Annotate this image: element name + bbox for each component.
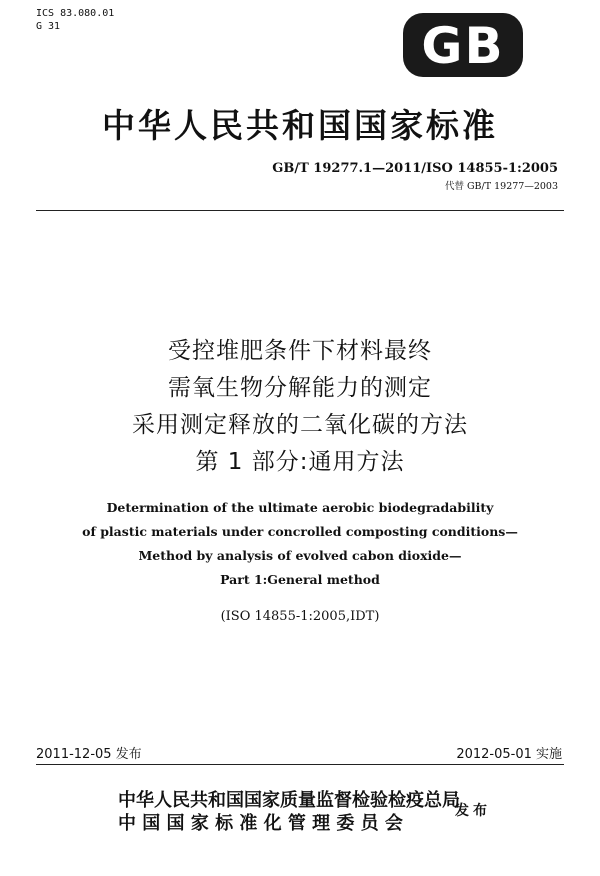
national-standard-title: 中华人民共和国国家标准 xyxy=(102,106,498,145)
title-cn-line-1: 受控堆肥条件下材料最终 xyxy=(168,338,432,364)
issuer-sac: 中 国 国 家 标 准 化 管 理 委 员 会 xyxy=(118,813,403,834)
top-divider xyxy=(36,210,564,211)
title-cn-line-2: 需氧生物分解能力的测定 xyxy=(168,375,432,401)
title-en-line-4: Part 1:General method xyxy=(220,572,380,587)
gb-logo-text: GB xyxy=(421,17,505,75)
standard-number: GB/T 19277.1—2011/ISO 14855-1:2005 xyxy=(272,161,558,176)
title-en-line-3: Method by analysis of evolved cabon dioxide— xyxy=(138,548,462,563)
replaces-note: 代替 GB/T 19277—2003 xyxy=(444,181,558,192)
ics-code: ICS 83.080.01 xyxy=(36,8,115,19)
bottom-divider xyxy=(36,764,564,765)
effective-date: 2012-05-01 实施 xyxy=(456,747,562,762)
classification-code: G 31 xyxy=(36,21,61,32)
publish-label: 发布 xyxy=(455,803,491,819)
iso-equivalence: (ISO 14855-1:2005,IDT) xyxy=(220,609,380,624)
issuer-aqsiq: 中华人民共和国国家质量监督检验检疫总局 xyxy=(118,790,460,811)
title-en-line-2: of plastic materials under concrolled composting conditions— xyxy=(82,524,518,539)
title-cn-line-3: 采用测定释放的二氧化碳的方法 xyxy=(132,412,468,438)
issue-date: 2011-12-05 发布 xyxy=(36,747,142,762)
title-en-line-1: Determination of the ultimate aerobic biodegradability xyxy=(106,500,494,515)
title-cn-line-4: 第 1 部分:通用方法 xyxy=(195,449,405,475)
gb-logo xyxy=(402,12,524,82)
